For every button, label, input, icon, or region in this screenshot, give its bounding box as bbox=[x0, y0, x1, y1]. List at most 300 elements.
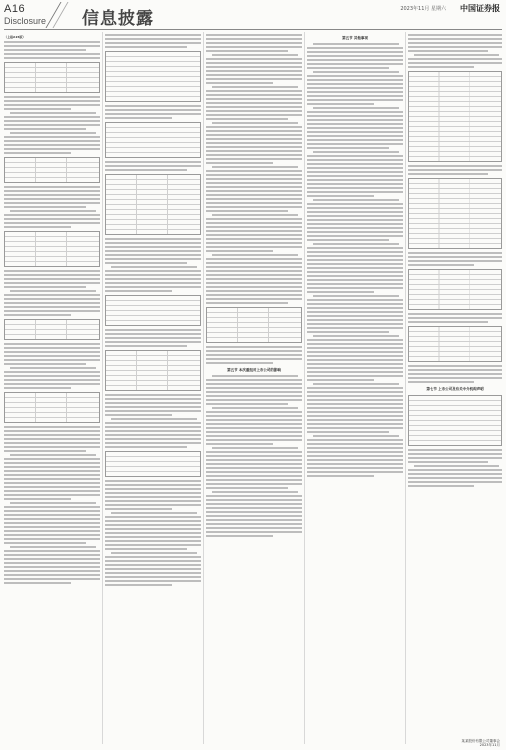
text-line bbox=[408, 473, 502, 475]
text-line bbox=[10, 454, 96, 456]
text-line bbox=[206, 158, 302, 160]
text-line bbox=[206, 230, 302, 232]
text-line bbox=[206, 383, 302, 385]
text-line bbox=[206, 98, 302, 100]
text-line bbox=[105, 508, 172, 510]
table-row bbox=[409, 441, 501, 445]
text-line bbox=[206, 511, 302, 513]
text-line bbox=[105, 406, 201, 408]
text-line bbox=[408, 365, 502, 367]
text-line bbox=[408, 42, 502, 44]
text-line bbox=[206, 435, 302, 437]
text-line bbox=[206, 278, 302, 280]
text-line bbox=[4, 458, 100, 460]
data-table bbox=[408, 71, 502, 162]
text-line bbox=[206, 451, 302, 453]
text-line bbox=[4, 558, 100, 560]
text-line bbox=[105, 337, 201, 339]
text-line bbox=[307, 103, 374, 105]
text-line bbox=[206, 294, 302, 296]
text-line bbox=[206, 190, 302, 192]
text-line bbox=[4, 343, 100, 345]
text-line bbox=[206, 487, 288, 489]
text-line bbox=[414, 465, 499, 467]
text-line bbox=[307, 447, 403, 449]
text-line bbox=[4, 294, 100, 296]
text-line bbox=[4, 478, 100, 480]
text-line bbox=[307, 239, 389, 241]
text-line bbox=[408, 469, 502, 471]
text-line bbox=[307, 211, 403, 213]
table-row bbox=[106, 230, 200, 234]
text-line bbox=[4, 282, 100, 284]
text-line bbox=[105, 238, 201, 240]
text-line bbox=[105, 524, 201, 526]
text-line bbox=[307, 215, 403, 217]
text-column-4 bbox=[307, 32, 403, 744]
text-line bbox=[4, 446, 100, 448]
column-divider bbox=[405, 32, 406, 744]
text-line bbox=[111, 418, 197, 420]
table-row bbox=[106, 153, 200, 157]
text-line bbox=[206, 483, 302, 485]
text-line bbox=[307, 51, 403, 53]
text-line bbox=[307, 343, 403, 345]
data-table bbox=[105, 295, 201, 326]
text-line bbox=[307, 131, 403, 133]
text-line bbox=[408, 169, 502, 171]
text-line bbox=[307, 387, 403, 389]
text-line bbox=[206, 34, 302, 36]
section-english: Disclosure bbox=[4, 16, 47, 26]
text-line bbox=[307, 471, 403, 473]
text-line bbox=[105, 246, 201, 248]
text-line bbox=[206, 415, 302, 417]
text-line bbox=[408, 377, 502, 379]
text-line bbox=[307, 115, 403, 117]
text-line bbox=[4, 474, 100, 476]
text-column-1 bbox=[4, 32, 100, 744]
text-line bbox=[4, 314, 71, 316]
text-line bbox=[105, 42, 201, 44]
text-line bbox=[313, 295, 399, 297]
text-line bbox=[206, 66, 302, 68]
text-line bbox=[307, 323, 403, 325]
text-line bbox=[105, 402, 201, 404]
text-line bbox=[4, 466, 100, 468]
text-line bbox=[4, 57, 100, 59]
text-line bbox=[105, 484, 201, 486]
text-line bbox=[4, 206, 86, 208]
text-line bbox=[307, 263, 403, 265]
text-line bbox=[4, 494, 100, 496]
text-line bbox=[307, 139, 403, 141]
text-line bbox=[105, 117, 172, 119]
column-divider bbox=[102, 32, 103, 744]
text-line bbox=[105, 492, 201, 494]
text-line bbox=[408, 38, 502, 40]
text-line bbox=[206, 174, 302, 176]
text-line bbox=[206, 162, 273, 164]
text-line bbox=[307, 247, 403, 249]
section-heading: 第五节 其他事项 bbox=[342, 36, 368, 40]
text-line bbox=[105, 580, 201, 582]
text-line bbox=[307, 179, 403, 181]
text-line bbox=[4, 363, 86, 365]
text-line bbox=[307, 223, 403, 225]
text-line bbox=[206, 463, 302, 465]
text-line bbox=[206, 146, 302, 148]
text-line bbox=[4, 486, 100, 488]
text-line bbox=[4, 371, 100, 373]
text-line bbox=[307, 187, 403, 189]
text-line bbox=[307, 291, 374, 293]
text-line bbox=[206, 74, 302, 76]
text-line bbox=[4, 140, 100, 142]
header-rule bbox=[4, 29, 502, 30]
text-line bbox=[206, 238, 302, 240]
text-line bbox=[307, 267, 403, 269]
text-line bbox=[206, 258, 302, 260]
text-line bbox=[408, 461, 488, 463]
text-line bbox=[4, 278, 100, 280]
text-line bbox=[408, 457, 502, 459]
text-line bbox=[206, 286, 302, 288]
text-line bbox=[313, 107, 399, 109]
text-line bbox=[307, 255, 403, 257]
text-line bbox=[206, 206, 302, 208]
text-line bbox=[105, 34, 201, 36]
text-line bbox=[307, 63, 403, 65]
text-line bbox=[307, 419, 403, 421]
text-line bbox=[206, 58, 302, 60]
text-line bbox=[105, 504, 201, 506]
company-name: 某某股份有限公司董事会 bbox=[461, 739, 500, 743]
text-line bbox=[4, 426, 100, 428]
text-column-2 bbox=[105, 32, 201, 744]
text-line bbox=[105, 274, 201, 276]
text-line bbox=[4, 136, 100, 138]
table-row bbox=[5, 418, 99, 422]
text-line bbox=[313, 151, 399, 153]
text-line bbox=[105, 394, 201, 396]
text-line bbox=[105, 480, 201, 482]
text-line bbox=[4, 442, 100, 444]
column-divider bbox=[203, 32, 204, 744]
text-line bbox=[4, 434, 100, 436]
text-line bbox=[4, 522, 100, 524]
text-line bbox=[4, 104, 100, 106]
text-line bbox=[206, 395, 302, 397]
text-line bbox=[206, 154, 302, 156]
text-line bbox=[105, 290, 172, 292]
text-column-3 bbox=[206, 32, 302, 744]
text-line bbox=[4, 152, 71, 154]
text-line bbox=[105, 520, 201, 522]
text-line bbox=[206, 82, 273, 84]
text-line bbox=[307, 47, 403, 49]
text-line bbox=[307, 287, 403, 289]
text-line bbox=[206, 282, 302, 284]
table-row bbox=[5, 88, 99, 92]
text-line bbox=[4, 310, 100, 312]
text-line bbox=[105, 548, 187, 550]
text-line bbox=[206, 110, 302, 112]
text-line bbox=[4, 222, 100, 224]
text-line bbox=[105, 161, 201, 163]
text-line bbox=[4, 582, 71, 584]
text-line bbox=[307, 439, 403, 441]
text-line bbox=[408, 252, 502, 254]
text-line bbox=[4, 506, 100, 508]
data-table bbox=[408, 395, 502, 446]
text-line bbox=[4, 470, 100, 472]
text-line bbox=[105, 438, 201, 440]
text-line bbox=[4, 542, 86, 544]
text-line bbox=[4, 510, 100, 512]
text-line bbox=[307, 279, 403, 281]
text-column-5 bbox=[408, 32, 502, 744]
text-line bbox=[4, 355, 100, 357]
text-line bbox=[307, 363, 403, 365]
text-line bbox=[307, 315, 403, 317]
text-line bbox=[307, 227, 403, 229]
section-title: 信息披露 bbox=[82, 9, 154, 29]
text-line bbox=[307, 203, 403, 205]
text-line bbox=[408, 453, 502, 455]
text-line bbox=[206, 170, 302, 172]
text-line bbox=[206, 387, 302, 389]
text-line bbox=[4, 383, 100, 385]
text-line bbox=[4, 482, 100, 484]
continued-from: （上接A15版） bbox=[4, 35, 26, 39]
text-line bbox=[307, 359, 403, 361]
data-table bbox=[105, 451, 201, 477]
text-line bbox=[307, 407, 403, 409]
text-line bbox=[4, 430, 100, 432]
page-header bbox=[0, 0, 506, 30]
text-line bbox=[206, 455, 302, 457]
text-line bbox=[4, 462, 100, 464]
text-line bbox=[111, 512, 197, 514]
text-line bbox=[313, 243, 399, 245]
text-line bbox=[206, 182, 302, 184]
text-line bbox=[4, 100, 100, 102]
table-row bbox=[5, 178, 99, 182]
text-line bbox=[4, 490, 100, 492]
text-line bbox=[212, 447, 298, 449]
text-line bbox=[206, 391, 302, 393]
text-line bbox=[206, 106, 302, 108]
data-table bbox=[4, 157, 100, 183]
text-line bbox=[206, 346, 302, 348]
text-line bbox=[307, 375, 403, 377]
text-line bbox=[105, 410, 201, 412]
text-line bbox=[307, 339, 403, 341]
text-line bbox=[307, 111, 403, 113]
text-line bbox=[4, 96, 100, 98]
text-line bbox=[206, 290, 302, 292]
text-line bbox=[307, 351, 403, 353]
text-line bbox=[105, 568, 201, 570]
text-line bbox=[206, 362, 273, 364]
text-line bbox=[408, 46, 502, 48]
text-line bbox=[307, 219, 403, 221]
text-line bbox=[206, 274, 302, 276]
text-line bbox=[206, 138, 302, 140]
text-line bbox=[206, 350, 302, 352]
text-line bbox=[307, 251, 403, 253]
text-line bbox=[105, 488, 201, 490]
text-line bbox=[408, 173, 488, 175]
table-row bbox=[5, 262, 99, 266]
text-line bbox=[307, 451, 403, 453]
text-line bbox=[307, 327, 403, 329]
text-line bbox=[212, 86, 298, 88]
text-line bbox=[105, 250, 201, 252]
text-line bbox=[212, 166, 298, 168]
text-line bbox=[307, 455, 403, 457]
text-line bbox=[307, 207, 403, 209]
text-line bbox=[105, 516, 201, 518]
text-line bbox=[4, 550, 100, 552]
text-line bbox=[313, 435, 399, 437]
text-line bbox=[408, 256, 502, 258]
text-line bbox=[206, 198, 302, 200]
text-line bbox=[105, 556, 201, 558]
data-table bbox=[105, 350, 201, 391]
text-line bbox=[4, 534, 100, 536]
text-line bbox=[4, 194, 100, 196]
text-line bbox=[206, 42, 302, 44]
text-line bbox=[307, 275, 403, 277]
table-row bbox=[409, 244, 501, 248]
text-line bbox=[307, 379, 374, 381]
text-line bbox=[212, 54, 298, 56]
text-line bbox=[206, 226, 302, 228]
text-line bbox=[105, 46, 187, 48]
data-table bbox=[105, 174, 201, 235]
page-code: A16 bbox=[4, 3, 26, 15]
text-line bbox=[206, 266, 302, 268]
text-line bbox=[206, 90, 302, 92]
text-line bbox=[206, 535, 273, 537]
text-line bbox=[206, 78, 302, 80]
text-line bbox=[307, 59, 403, 61]
text-line bbox=[307, 415, 403, 417]
text-line bbox=[105, 286, 201, 288]
text-line bbox=[4, 190, 100, 192]
text-line bbox=[206, 358, 302, 360]
table-row bbox=[5, 335, 99, 339]
text-line bbox=[206, 222, 302, 224]
text-line bbox=[408, 66, 474, 68]
text-line bbox=[408, 50, 488, 52]
text-line bbox=[206, 431, 302, 433]
text-line bbox=[4, 124, 100, 126]
text-line bbox=[206, 242, 302, 244]
text-line bbox=[313, 71, 399, 73]
text-line bbox=[105, 254, 201, 256]
text-line bbox=[4, 270, 100, 272]
text-line bbox=[10, 290, 96, 292]
text-line bbox=[206, 527, 302, 529]
text-line bbox=[206, 515, 302, 517]
text-line bbox=[105, 109, 201, 111]
text-line bbox=[4, 148, 100, 150]
text-line bbox=[4, 526, 100, 528]
text-line bbox=[105, 165, 201, 167]
text-line bbox=[105, 544, 201, 546]
text-line bbox=[10, 210, 96, 212]
text-line bbox=[408, 313, 502, 315]
text-line bbox=[105, 242, 201, 244]
text-line bbox=[105, 414, 172, 416]
text-line bbox=[206, 70, 302, 72]
text-line bbox=[408, 62, 502, 64]
text-line bbox=[307, 463, 403, 465]
text-line bbox=[206, 419, 302, 421]
table-row bbox=[106, 386, 200, 390]
text-line bbox=[4, 578, 100, 580]
text-line bbox=[307, 399, 403, 401]
text-line bbox=[206, 475, 302, 477]
text-line bbox=[105, 430, 201, 432]
text-line bbox=[4, 530, 100, 532]
data-table bbox=[4, 392, 100, 423]
text-line bbox=[105, 278, 201, 280]
text-line bbox=[408, 369, 502, 371]
text-line bbox=[206, 62, 302, 64]
data-table bbox=[408, 269, 502, 310]
text-line bbox=[4, 387, 71, 389]
text-line bbox=[206, 186, 302, 188]
text-line bbox=[4, 566, 100, 568]
text-line bbox=[408, 373, 502, 375]
text-line bbox=[206, 142, 302, 144]
text-line bbox=[206, 471, 302, 473]
text-line bbox=[4, 53, 100, 55]
text-line bbox=[307, 87, 403, 89]
text-line bbox=[313, 43, 399, 45]
signature-block bbox=[462, 739, 501, 747]
text-line bbox=[4, 274, 100, 276]
text-line bbox=[307, 367, 403, 369]
text-line bbox=[4, 120, 100, 122]
text-line bbox=[105, 576, 201, 578]
column-divider bbox=[304, 32, 305, 744]
text-line bbox=[206, 439, 302, 441]
text-line bbox=[307, 143, 403, 145]
text-line bbox=[307, 475, 374, 477]
text-line bbox=[313, 199, 399, 201]
text-line bbox=[206, 423, 302, 425]
text-line bbox=[307, 175, 403, 177]
text-line bbox=[307, 183, 403, 185]
text-line bbox=[206, 118, 288, 120]
text-line bbox=[206, 130, 302, 132]
text-line bbox=[206, 194, 302, 196]
text-line bbox=[206, 250, 273, 252]
text-line bbox=[307, 159, 403, 161]
text-line bbox=[4, 359, 100, 361]
text-line bbox=[307, 467, 403, 469]
text-line bbox=[206, 234, 302, 236]
text-line bbox=[206, 94, 302, 96]
text-line bbox=[206, 102, 302, 104]
text-line bbox=[307, 167, 403, 169]
text-line bbox=[307, 299, 403, 301]
